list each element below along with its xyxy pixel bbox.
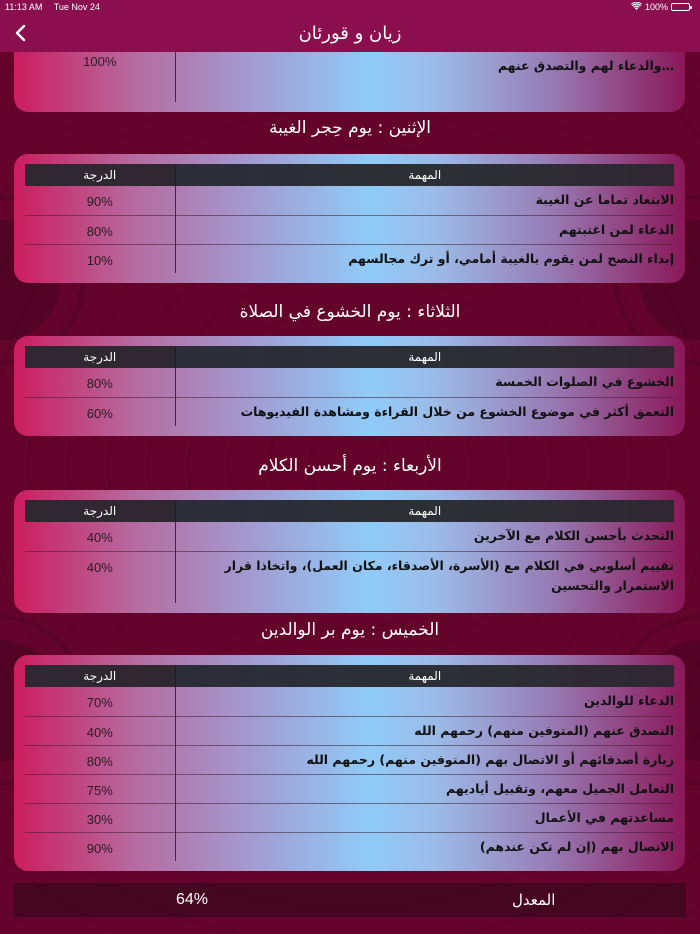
wifi-icon	[631, 2, 642, 12]
task-column-header: المهمة	[175, 346, 674, 368]
table-row	[25, 716, 674, 745]
table-row	[25, 186, 674, 215]
battery-icon	[671, 3, 690, 11]
task-table-thursday	[25, 665, 674, 861]
section-title-monday: الإثنين : يوم حِجر الغيبة	[268, 118, 432, 138]
back-button[interactable]	[8, 20, 32, 46]
grade-cell: 40%	[25, 551, 175, 603]
grade-cell: 40%	[25, 716, 175, 745]
task-cell: الخشوع في الصلوات الخمسة	[495, 374, 674, 389]
table-row	[25, 687, 674, 716]
grade-cell: 70%	[25, 687, 175, 716]
page-title: زيان و قورئان	[298, 22, 402, 44]
grade-cell: 90%	[25, 186, 175, 215]
table-header-row	[25, 665, 674, 687]
task-cell: الابتعاد تماما عن الغيبة	[535, 192, 674, 207]
table-header-row	[25, 346, 674, 368]
task-column-header: المهمة	[175, 164, 674, 186]
table-row	[25, 522, 674, 551]
grade-cell: 80%	[25, 215, 175, 244]
average-footer	[14, 883, 686, 917]
table-row	[25, 215, 674, 244]
chevron-left-icon	[14, 24, 26, 42]
table-row	[25, 52, 674, 102]
table-row	[25, 551, 674, 603]
status-time: 11:13 AM	[5, 2, 43, 12]
task-card-monday	[14, 154, 685, 283]
section-title-wednesday: الأربعاء : يوم أحسن الكلام	[258, 456, 442, 476]
average-value: 64%	[176, 891, 209, 908]
task-card-wednesday	[14, 490, 685, 613]
task-cell: التصدق عنهم (المتوفين منهم) رحمهم الله	[175, 716, 674, 745]
section-title-tuesday: الثلاثاء : يوم الخشوع في الصلاة	[239, 302, 461, 322]
grade-column-header: الدرجة	[25, 164, 175, 186]
task-table-wednesday	[25, 500, 674, 603]
task-cell: التعامل الجميل معهم، وتقبيل أياديهم	[175, 774, 674, 803]
grade-cell: 80%	[25, 745, 175, 774]
table-row	[25, 745, 674, 774]
grade-column-header: الدرجة	[25, 500, 175, 522]
table-row	[25, 244, 674, 273]
task-cell: …والدعاء لهم والتصدق عنهم	[497, 58, 674, 73]
table-header-row	[25, 164, 674, 186]
task-card-thursday	[14, 655, 685, 871]
grade-cell: 80%	[25, 368, 175, 397]
task-cell: الاتصال بهم (إن لم تكن عندهم)	[175, 832, 674, 861]
grade-cell: 60%	[25, 397, 175, 426]
partial-task-card	[14, 52, 685, 112]
task-column-header: المهمة	[175, 665, 674, 687]
grade-cell: 40%	[25, 522, 175, 551]
grade-cell: 90%	[25, 832, 175, 861]
task-card-tuesday	[14, 336, 685, 436]
task-cell: تقييم أسلوبي في الكلام مع (الأسرة، الأصدقاء، مكان العمل)، واتخاذا قرار الاستمرار والتحسين	[175, 551, 674, 603]
task-table-tuesday	[25, 346, 674, 426]
grade-cell: 100%	[25, 52, 175, 102]
task-cell: الدعاء لمن اغتبتهم	[175, 215, 674, 244]
status-bar	[0, 0, 700, 14]
task-column-header: المهمة	[175, 500, 674, 522]
table-header-row	[25, 500, 674, 522]
grade-column-header: الدرجة	[25, 665, 175, 687]
task-cell: الدعاء للوالدين	[584, 693, 674, 708]
task-table-monday	[25, 164, 674, 273]
grade-column-header: الدرجة	[25, 346, 175, 368]
table-row	[25, 774, 674, 803]
task-cell: زيارة أصدقائهم أو الاتصال بهم (المتوفين منهم) رحمهم الله	[175, 745, 674, 774]
grade-cell: 10%	[25, 244, 175, 273]
task-cell: التعمق أكثر في موضوع الخشوع من خلال القراءة ومشاهدة الفيديوهات	[175, 397, 674, 426]
table-row	[25, 368, 674, 397]
schedule-scroll-view[interactable]	[0, 52, 700, 872]
table-row	[25, 803, 674, 832]
task-cell: إبداء النصح لمن يقوم بالغيبة أمامي، أو ترك مجالسهم	[175, 244, 674, 273]
grade-cell: 30%	[25, 803, 175, 832]
navigation-bar	[0, 14, 700, 52]
partial-task-table	[25, 52, 674, 102]
table-row	[25, 397, 674, 426]
average-label: المعدل	[512, 891, 556, 909]
section-title-thursday: الخميس : يوم بر الوالدين	[260, 620, 440, 640]
task-cell: مساعدتهم في الأعمال	[175, 803, 674, 832]
battery-percent: 100%	[644, 2, 668, 12]
task-cell: التحدث بأحسن الكلام مع الآخرين	[473, 528, 674, 543]
status-date: Tue Nov 24	[53, 2, 100, 12]
grade-cell: 75%	[25, 774, 175, 803]
table-row	[25, 832, 674, 861]
